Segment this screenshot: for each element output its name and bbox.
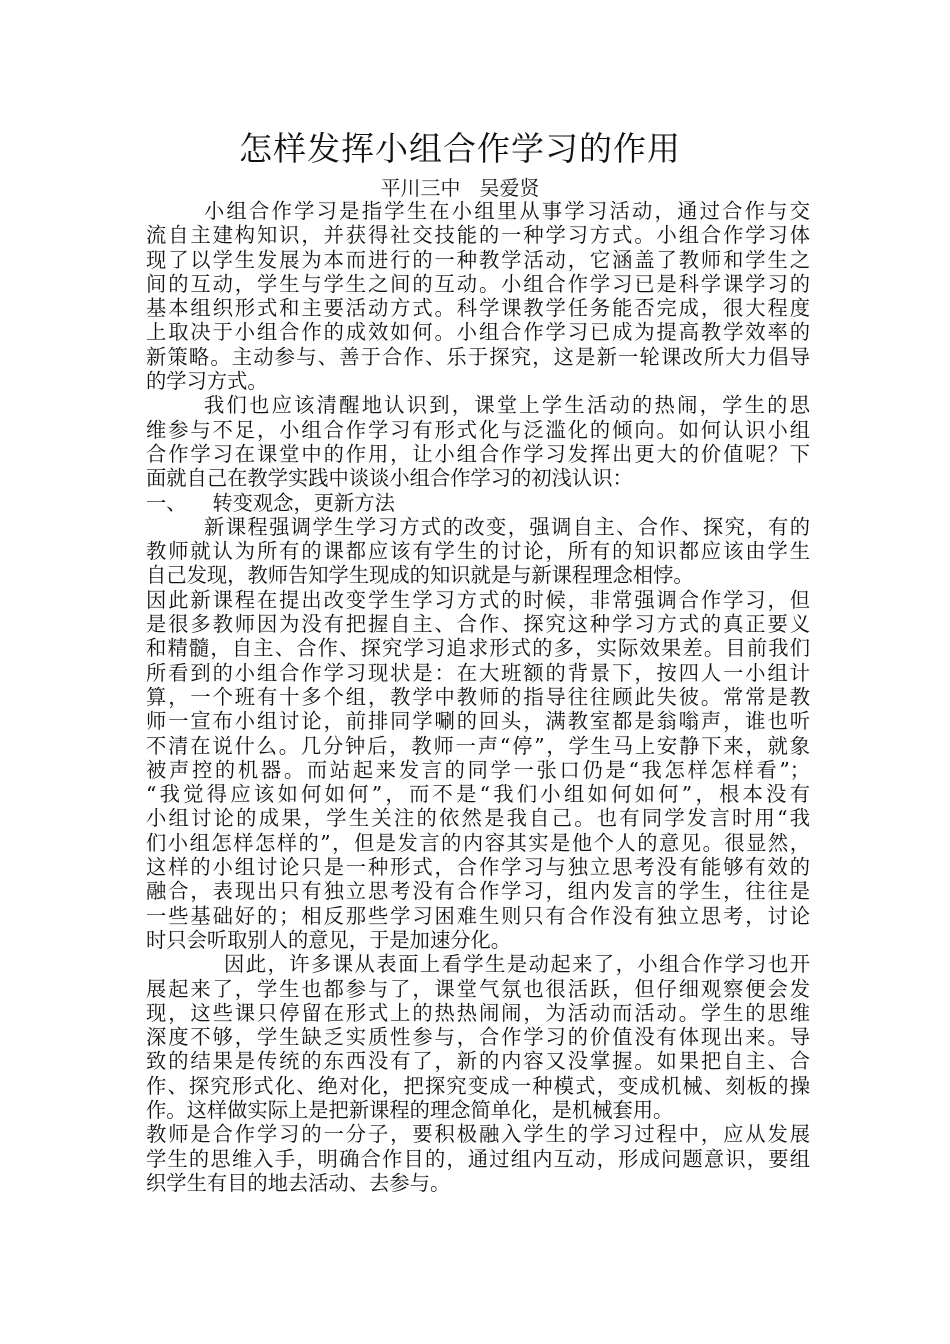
text-line: 一、 转变观念，更新方法 — [146, 490, 395, 515]
text-line: 面就自己在教学实践中谈谈小组合作学习的初浅认识： — [146, 466, 633, 491]
text-line: 和精髓，自主、合作、探究学习追求形式的多，实际效果差。目前我们 — [146, 636, 810, 661]
body-paragraph — [146, 1122, 810, 1195]
body-paragraph — [146, 393, 810, 490]
text-line: 教师是合作学习的一分子，要积极融入学生的学习过程中，应从发展 — [146, 1122, 810, 1147]
text-line: 维参与不足，小组合作学习有形式化与泛滥化的倾向。如何认识小组 — [146, 417, 810, 442]
text-line: 教师就认为所有的课都应该有学生的讨论，所有的知识都应该由学生 — [146, 539, 810, 564]
text-line: 作、探究形式化、绝对化，把探究变成一种模式，变成机械、刻板的操 — [146, 1073, 810, 1098]
text-line: 是很多教师因为没有把握自主、合作、探究这种学习方式的真正要义 — [146, 612, 810, 637]
text-line: “我觉得应该如何如何”，而不是“我们小组如何如何”，根本没有 — [146, 782, 810, 807]
text-line: 学生的思维入手，明确合作目的，通过组内互动，形成问题意识，要组 — [146, 1146, 810, 1171]
body-paragraph — [146, 515, 810, 588]
text-line: 不清在说什么。几分钟后，教师一声“停”，学生马上安静下来，就象 — [146, 733, 810, 758]
text-line: 展起来了，学生也都参与了，课堂气氛也很活跃，但仔细观察便会发 — [146, 976, 810, 1001]
text-line: 被声控的机器。而站起来发言的同学一张口仍是“我怎样怎样看”； — [146, 757, 810, 782]
text-line: 这样的小组讨论只是一种形式，合作学习与独立思考没有能够有效的 — [146, 855, 810, 880]
text-line: 流自主建构知识，并获得社交技能的一种学习方式。小组合作学习体 — [146, 223, 810, 248]
text-line: 新课程强调学生学习方式的改变，强调自主、合作、探究，有的 — [204, 514, 810, 539]
text-line: 算，一个班有十多个组，教学中教师的指导往往顾此失彼。常常是教 — [146, 684, 810, 709]
body-paragraph — [146, 952, 810, 1122]
text-line: 们小组怎样怎样的”，但是发言的内容其实是他个人的意见。很显然， — [146, 830, 810, 855]
text-line: 所看到的小组合作学习现状是：在大班额的背景下，按四人一小组计 — [146, 660, 810, 685]
text-line: 合作学习在课堂中的作用，让小组合作学习发挥出更大的价值呢？下 — [146, 441, 810, 466]
text-line: 小组合作学习是指学生在小组里从事学习活动，通过合作与交 — [204, 199, 810, 223]
document-byline: 平川三中 吴爱贤 — [380, 176, 540, 200]
text-line: 织学生有目的地去活动、去参与。 — [146, 1170, 451, 1195]
text-line: 师一宣布小组讨论，前排同学唰的回头，满教室都是翁嗡声，谁也听 — [146, 709, 810, 734]
text-line: 基本组织形式和主要活动方式。科学课教学任务能否完成，很大程度 — [146, 296, 810, 321]
text-line: 融合，表现出只有独立思考没有合作学习，组内发言的学生，往往是 — [146, 879, 810, 904]
text-line: 上取决于小组合作的成效如何。小组合作学习已成为提高教学效率的 — [146, 320, 810, 345]
text-line: 现了以学生发展为本而进行的一种教学活动，它涵盖了教师和学生之 — [146, 247, 810, 272]
text-line: 我们也应该清醒地认识到，课堂上学生活动的热闹，学生的思 — [204, 393, 810, 418]
document-body — [146, 199, 810, 1195]
text-line: 作。这样做实际上是把新课程的理念简单化，是机械套用。 — [146, 1097, 674, 1122]
document-title: 怎样发挥小组合作学习的作用 — [239, 129, 681, 168]
text-line: 深度不够，学生缺乏实质性参与，合作学习的价值没有体现出来。导 — [146, 1025, 810, 1050]
text-line: 自己发现，教师告知学生现成的知识就是与新课程理念相悖。 — [146, 563, 694, 588]
section-heading — [146, 491, 810, 515]
text-line: 新策略。主动参与、善于合作、乐于探究，这是新一轮课改所大力倡导 — [146, 344, 810, 369]
text-line: 一些基础好的；相反那些学习困难生则只有合作没有独立思考，讨论 — [146, 903, 810, 928]
text-line: 因此新课程在提出改变学生学习方式的时候，非常强调合作学习，但 — [146, 587, 810, 612]
text-line: 现，这些课只停留在形式上的热热闹闹，为活动而活动。学生的思维 — [146, 1000, 810, 1025]
text-line: 致的结果是传统的东西没有了，新的内容又没掌握。如果把自主、合 — [146, 1049, 810, 1074]
body-paragraph — [146, 588, 810, 952]
text-line: 时只会听取别人的意见，于是加速分化。 — [146, 927, 512, 952]
text-line: 间的互动，学生与学生之间的互动。小组合作学习已是科学课学习的 — [146, 271, 810, 296]
text-line: 因此，许多课从表面上看学生是动起来了，小组合作学习也开 — [224, 952, 810, 977]
body-paragraph — [146, 199, 810, 393]
text-line: 小组讨论的成果，学生关注的依然是我自己。也有同学发言时用“我 — [146, 806, 810, 831]
text-line: 的学习方式。 — [146, 369, 268, 394]
